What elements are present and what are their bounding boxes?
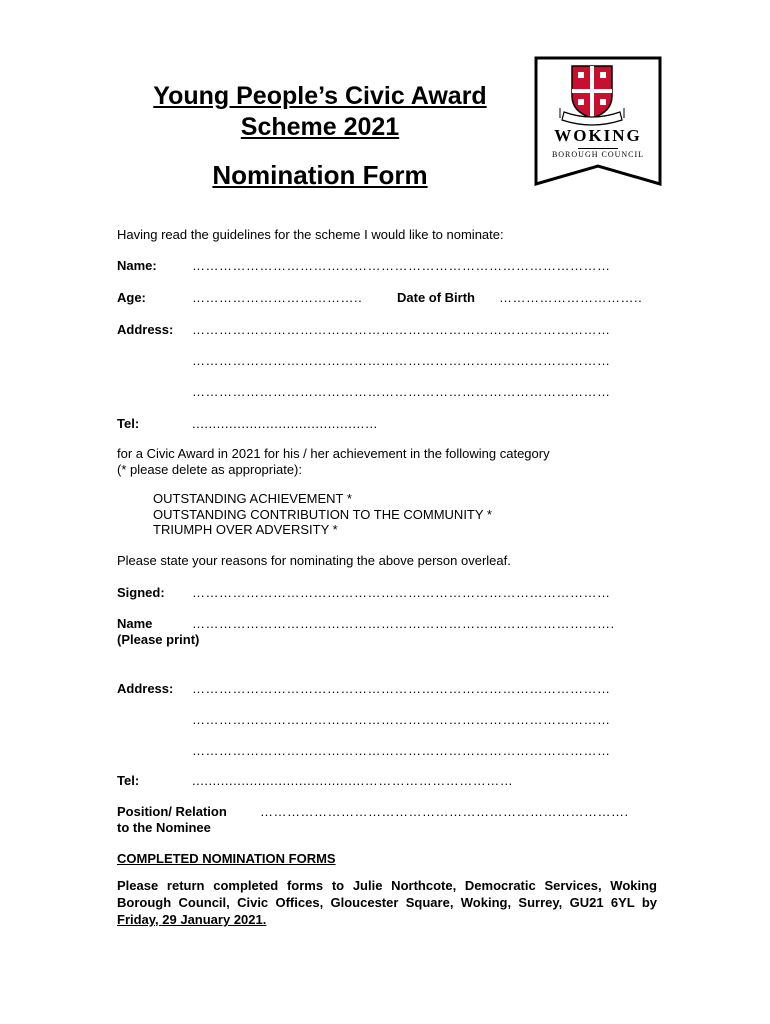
- signed-field[interactable]: …………………………………………………………………………………: [192, 585, 611, 600]
- nominee-age-field[interactable]: ………………………………..: [192, 290, 363, 305]
- return-text: Please return completed forms to Julie Northcote, Democratic Services, Woking Borough Council, Civic Offices, Gloucester Square, Woking, Surrey, GU21 6YL by: [117, 878, 657, 910]
- signed-label: Signed:: [117, 585, 165, 600]
- completed-forms-heading: COMPLETED NOMINATION FORMS: [117, 851, 336, 866]
- title-line-1: Young People’s Civic Award: [153, 82, 487, 110]
- logo-subtitle: BOROUGH COUNCIL: [551, 150, 645, 159]
- deadline: Friday, 29 January 2021.: [117, 912, 267, 927]
- nominee-tel-field[interactable]: ..........................................…: [192, 416, 379, 431]
- nominator-name-field[interactable]: ………………………………………………………………………………….: [192, 616, 615, 631]
- category-intro-2: (* please delete as appropriate):: [117, 462, 303, 477]
- category-item[interactable]: OUTSTANDING ACHIEVEMENT *: [153, 491, 352, 506]
- nominator-address-label: Address:: [117, 681, 174, 696]
- intro-text: Having read the guidelines for the scheme I would like to nominate:: [117, 227, 504, 242]
- logo-name: WOKING: [554, 126, 642, 145]
- nominator-tel-field[interactable]: ..........................................……………………………: [192, 773, 514, 788]
- form-title: Nomination Form: [212, 160, 428, 190]
- category-intro-1: for a Civic Award in 2021 for his / her achievement in the following category: [117, 446, 550, 461]
- nominee-dob-field[interactable]: …………………………..: [499, 290, 643, 305]
- position-field[interactable]: ……………………………………………………………………….: [260, 804, 629, 819]
- nominee-name-label: Name:: [117, 258, 157, 273]
- nominator-address-field-2[interactable]: …………………………………………………………………………………: [192, 712, 611, 727]
- nominator-address-field-3[interactable]: …………………………………………………………………………………: [192, 743, 611, 758]
- category-item[interactable]: OUTSTANDING CONTRIBUTION TO THE COMMUNITY *: [153, 507, 492, 522]
- nominee-name-field[interactable]: …………………………………………………………………………………: [192, 258, 611, 273]
- nominee-address-label: Address:: [117, 322, 174, 337]
- woking-logo: [534, 56, 662, 186]
- return-instructions: [117, 877, 657, 928]
- nominee-address-field-3[interactable]: …………………………………………………………………………………: [192, 384, 611, 399]
- coat-of-arms-icon: [534, 56, 662, 186]
- nominator-tel-label: Tel:: [117, 773, 140, 788]
- nominator-address-field-1[interactable]: …………………………………………………………………………………: [192, 681, 611, 696]
- nominee-age-label: Age:: [117, 290, 146, 305]
- category-item[interactable]: TRIUMPH OVER ADVERSITY *: [153, 522, 338, 537]
- nominee-dob-label: Date of Birth: [397, 290, 475, 305]
- reasons-text: Please state your reasons for nominating the above person overleaf.: [117, 553, 511, 568]
- logo-divider: [578, 148, 618, 149]
- nominee-address-field-2[interactable]: …………………………………………………………………………………: [192, 353, 611, 368]
- nominee-tel-label: Tel:: [117, 416, 140, 431]
- nominator-name-label: Name: [117, 616, 153, 631]
- position-label: Position/ Relation: [117, 804, 227, 819]
- position-label-2: to the Nominee: [117, 820, 211, 835]
- please-print-label: (Please print): [117, 632, 200, 647]
- nominee-address-field-1[interactable]: …………………………………………………………………………………: [192, 322, 611, 337]
- title-line-2: Scheme 2021: [240, 113, 400, 141]
